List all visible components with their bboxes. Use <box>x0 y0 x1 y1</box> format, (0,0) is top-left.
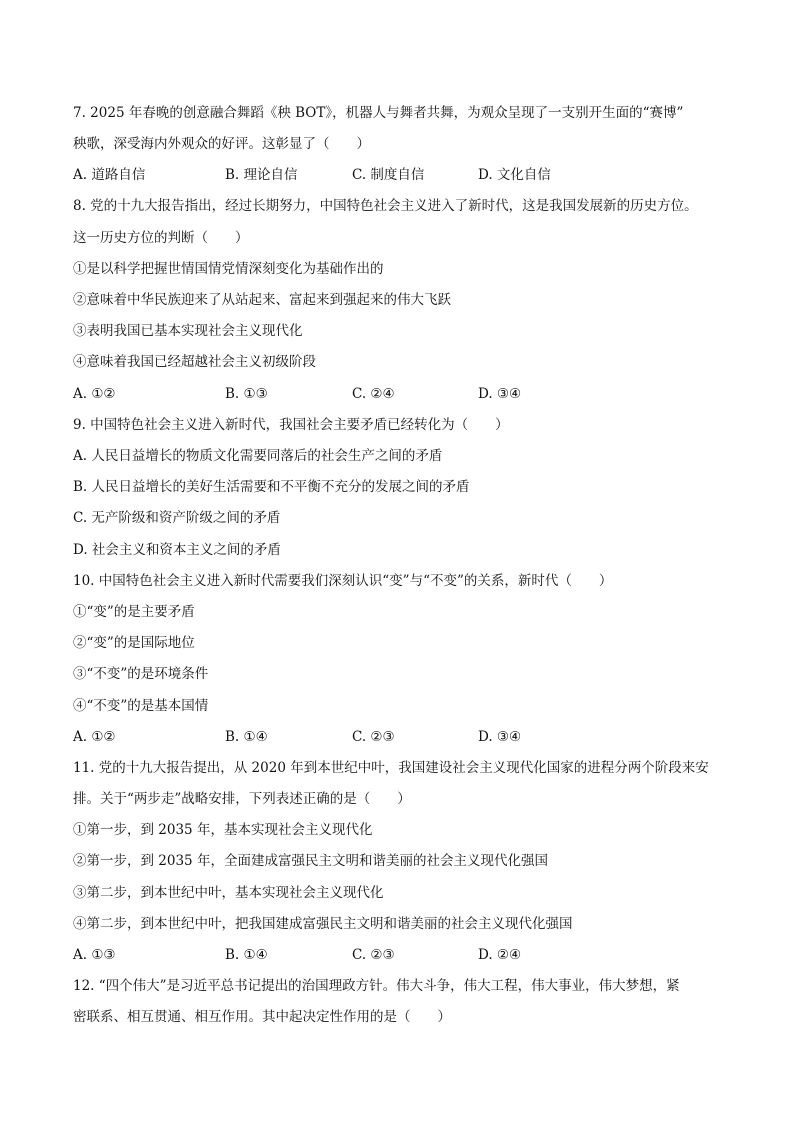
q9-option-a: A. 人民日益增长的物质文化需要同落后的社会生产之间的矛盾 <box>73 448 443 464</box>
q9-option-c: C. 无产阶级和资产阶级之间的矛盾 <box>73 510 281 526</box>
q7-option-c: C. 制度自信 <box>352 167 425 183</box>
q8-option-c: C. ②④ <box>352 386 395 402</box>
q10-option-c: C. ②③ <box>352 729 395 745</box>
q7-option-d: D. 文化自信 <box>478 167 551 183</box>
q7-stem-line-2: 秧歌，深受海内外观众的好评。这彰显了（ ） <box>73 136 370 152</box>
q10-stem-line-1: 10. 中国特色社会主义进入新时代需要我们深刻认识“变”与“不变”的关系，新时代（ ） <box>73 573 613 589</box>
q7-option-a: A. 道路自信 <box>73 167 146 183</box>
q11-stem-line-2: 排。关于“两步走”战略安排，下列表述正确的是（ ） <box>73 791 411 807</box>
q11-item-2: ②第一步，到 2035 年，全面建成富强民主文明和谐美丽的社会主义现代化强国 <box>73 853 548 869</box>
q11-option-a: A. ①③ <box>73 947 116 963</box>
q10-option-a: A. ①② <box>73 729 116 745</box>
q8-item-2: ②意味着中华民族迎来了从站起来、富起来到强起来的伟大飞跃 <box>73 292 451 308</box>
q8-option-a: A. ①② <box>73 386 116 402</box>
q10-option-b: B. ①④ <box>225 729 268 745</box>
q12-stem-line-2: 密联系、相互贯通、相互作用。其中起决定性作用的是（ ） <box>73 1009 451 1025</box>
q11-option-b: B. ①④ <box>225 947 268 963</box>
q8-item-1: ①是以科学把握世情国情党情深刻变化为基础作出的 <box>73 261 384 277</box>
q9-stem-line-1: 9. 中国特色社会主义进入新时代，我国社会主要矛盾已经转化为（ ） <box>73 417 509 433</box>
q9-option-b: B. 人民日益增长的美好生活需要和不平衡不充分的发展之间的矛盾 <box>73 479 470 495</box>
q10-item-1: ①“变”的是主要矛盾 <box>73 604 195 620</box>
q10-option-d: D. ③④ <box>478 729 522 745</box>
q11-option-c: C. ②③ <box>352 947 395 963</box>
q9-option-d: D. 社会主义和资本主义之间的矛盾 <box>73 542 281 558</box>
q11-item-3: ③第二步，到本世纪中叶，基本实现社会主义现代化 <box>73 885 384 901</box>
q8-item-4: ④意味着我国已经超越社会主义初级阶段 <box>73 354 316 370</box>
q8-item-3: ③表明我国已基本实现社会主义现代化 <box>73 323 303 339</box>
q8-stem-line-2: 这一历史方位的判断（ ） <box>73 230 249 246</box>
q10-item-2: ②“变”的是国际地位 <box>73 635 195 651</box>
q11-option-d: D. ②④ <box>478 947 522 963</box>
q11-stem-line-1: 11. 党的十九大报告提出，从 2020 年到本世纪中叶，我国建设社会主义现代化国家的进程分两个阶段来安 <box>73 760 709 776</box>
q12-stem-line-1: 12. “四个伟大”是习近平总书记提出的治国理政方针。伟大斗争，伟大工程，伟大事业，伟大梦想，紧 <box>73 978 680 994</box>
q11-item-4: ④第二步，到本世纪中叶，把我国建成富强民主文明和谐美丽的社会主义现代化强国 <box>73 916 573 932</box>
q8-option-b: B. ①③ <box>225 386 268 402</box>
q7-option-b: B. 理论自信 <box>225 167 298 183</box>
q10-item-4: ④“不变”的是基本国情 <box>73 698 209 714</box>
q8-option-d: D. ③④ <box>478 386 522 402</box>
q8-stem-line-1: 8. 党的十九大报告指出，经过长期努力，中国特色社会主义进入了新时代，这是我国发展新的历史方位。 <box>73 198 698 214</box>
q10-item-3: ③“不变”的是环境条件 <box>73 666 209 682</box>
q11-item-1: ①第一步，到 2035 年，基本实现社会主义现代化 <box>73 822 373 838</box>
q7-stem-line-1: 7. 2025 年春晚的创意融合舞蹈《秧 BOT》，机器人与舞者共舞，为观众呈现了一支别开生面的“赛博” <box>73 105 684 121</box>
